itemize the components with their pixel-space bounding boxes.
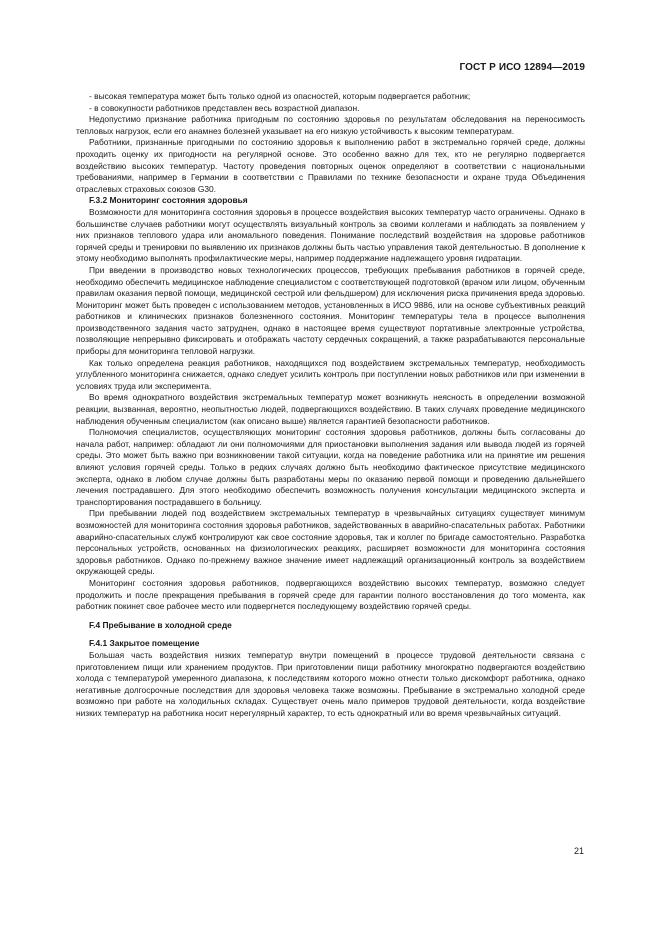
body-paragraph: При введении в производство новых технологических процессов, требующих пребывания работников в горячей среде, необходимо обеспечить медицинское наблюдение специалистом с соответствующей подготовкой (врачом или лицом, обученным правилам оказания первой помощи, медицинской сестрой или фельдшером) для исключения риска причинения вреда здоровью. Мониторинг может быть проведен с использованием методов, установленных в ИСО 9886, или на основе субъективных реакций работников и клинических признаков болезненного состояния. Мониторинг температуры тела в процессе выполнения производственного задания часто затруднен, однако в настоящее время существуют портативные электронные устройства, позволяющие непрерывно фиксировать и отображать частоту сердечных сокращений, а также разрабатываются персональные приборы для мониторинга тепловой нагрузки. [76,264,585,357]
body-paragraph: Мониторинг состояния здоровья работников, подвергающихся воздействию высоких температур, возможно следует продолжить и после прекращения пребывания в горячей среде для гарантии полного восстановления до того момента, как работник покинет свое рабочее место или подвергнется последующему воздействию горячей среды. [76,577,585,612]
body-paragraph: Возможности для мониторинга состояния здоровья в процессе воздействия высоких температур часто ограничены. Однако в большинстве случаев работники могут осуществлять визуальный контроль за своими коллегами и наблюдать за появлением у них признаков теплового удара или аномального поведения. Понимание последствий воздействия на здоровье работников горячей среды и тренировки по выявлению их признаков должны быть частью управления такой деятельностью. В дополнение к этому необходимо выполнять профилактические меры, например поддержание надлежащего уровня гидратации. [76,206,585,264]
body-paragraph: Большая часть воздействия низких температур внутри помещений в процессе трудовой деятельности связана с приготовлением пищи или хранением продуктов. При приготовлении пищи работнику многократно подвергаются воздействию холода с температурой умеренного диапазона, к последствиям которого можно отнести только дискомфорт работника, однако негативные долгосрочные последствия для здоровья человека также возможны. Пребывание в экстремально холодной среде возможно при работе на холодильных складах. Существует очень мало примеров трудовой деятельности, когда воздействие низких температур на работника носит нерегулярный характер, то есть однократный или во время чрезвычайных ситуаций. [76,649,585,718]
body-paragraph: Полномочия специалистов, осуществляющих мониторинг состояния здоровья работников, должны быть согласованы до начала работ, например: обладают ли они полномочиями для приостановки выполнения задания или вывода людей из горячей среды. Это может быть важно при возникновении такой ситуации, когда на поведение работника или на принятие им решения влияют условия горячей среды. Только в редких случаях должно быть необходимо фактическое присутствие медицинского эксперта, однако в любом случае должны быть разработаны меры по оказанию первой помощи и проведению дальнейшего лечения пострадавшего. Для этого необходимо обеспечить возможность получения консультации медицинского эксперта и транспортирования пострадавшего в больницу. [76,427,585,507]
body-paragraph: Работники, признанные пригодными по состоянию здоровья к выполнению работ в экстремально горячей среде, должны проходить оценку их пригодности на регулярной основе. Это особенно важно для тех, кто не регулярно подвергается воздействию высоких температур. Частоту проведения повторных оценок определяют в соответствии с национальными требованиями, например в Германии в соответствии с Правилами по технике безопасности и охране труда Объединения отраслевых страховых союзов G30. [76,137,585,194]
body-paragraph: Во время однократного воздействия экстремальных температур может возникнуть неясность в определении возможной реакции, вызванная, вероятно, неопытностью людей, подвергающихся воздействию. В таких случаях проведение медицинского наблюдения обученным специалистом (как описано выше) является гарантией безопасности работников. [76,392,585,426]
document-id-header: ГОСТ Р ИСО 12894—2019 [459,62,585,73]
document-body [76,91,585,719]
list-item: - высокая температура может быть только одной из опасностей, которым подвергается работник; [89,91,471,101]
list-item: - в совокупности работников представлен весь возрастной диапазон. [89,102,360,113]
body-paragraph: Недопустимо признание работника пригодным по состоянию здоровья по результатам обследования на переносимость тепловых нагрузок, если его анамнез болезней указывает на его низкую устойчивость к высоким температурам. [76,114,585,136]
body-paragraph: Как только определена реакция работников, находящихся под воздействием экстремальных температур, необходимость углубленного мониторинга снижается, однако следует усилить контроль при поступлении новых работников или при изменении в условиях труда или эксперимента. [76,357,585,391]
page-number: 21 [573,846,584,856]
section-heading: F.4.1 Закрытое помещение [89,638,200,649]
section-heading: F.3.2 Мониторинг состояния здоровья [89,195,248,206]
section-heading: F.4 Пребывание в холодной среде [89,619,232,630]
body-paragraph: При пребывании людей под воздействием экстремальных температур в чрезвычайных ситуациях существует минимум возможностей для мониторинга состояния здоровья работников, задействованных в аварийно-спасательных работах. Работники аварийно-спасательных служб контролируют как свое состояние здоровья, так и коллег по бригаде самостоятельно. Разработка персональных устройств, основанных на физиологических реакциях, расширяет возможности для мониторинга состояния здоровья работников. Однако по-прежнему важное значение имеет надлежащий организационный контроль за воздействием окружающей среды. [76,508,585,577]
